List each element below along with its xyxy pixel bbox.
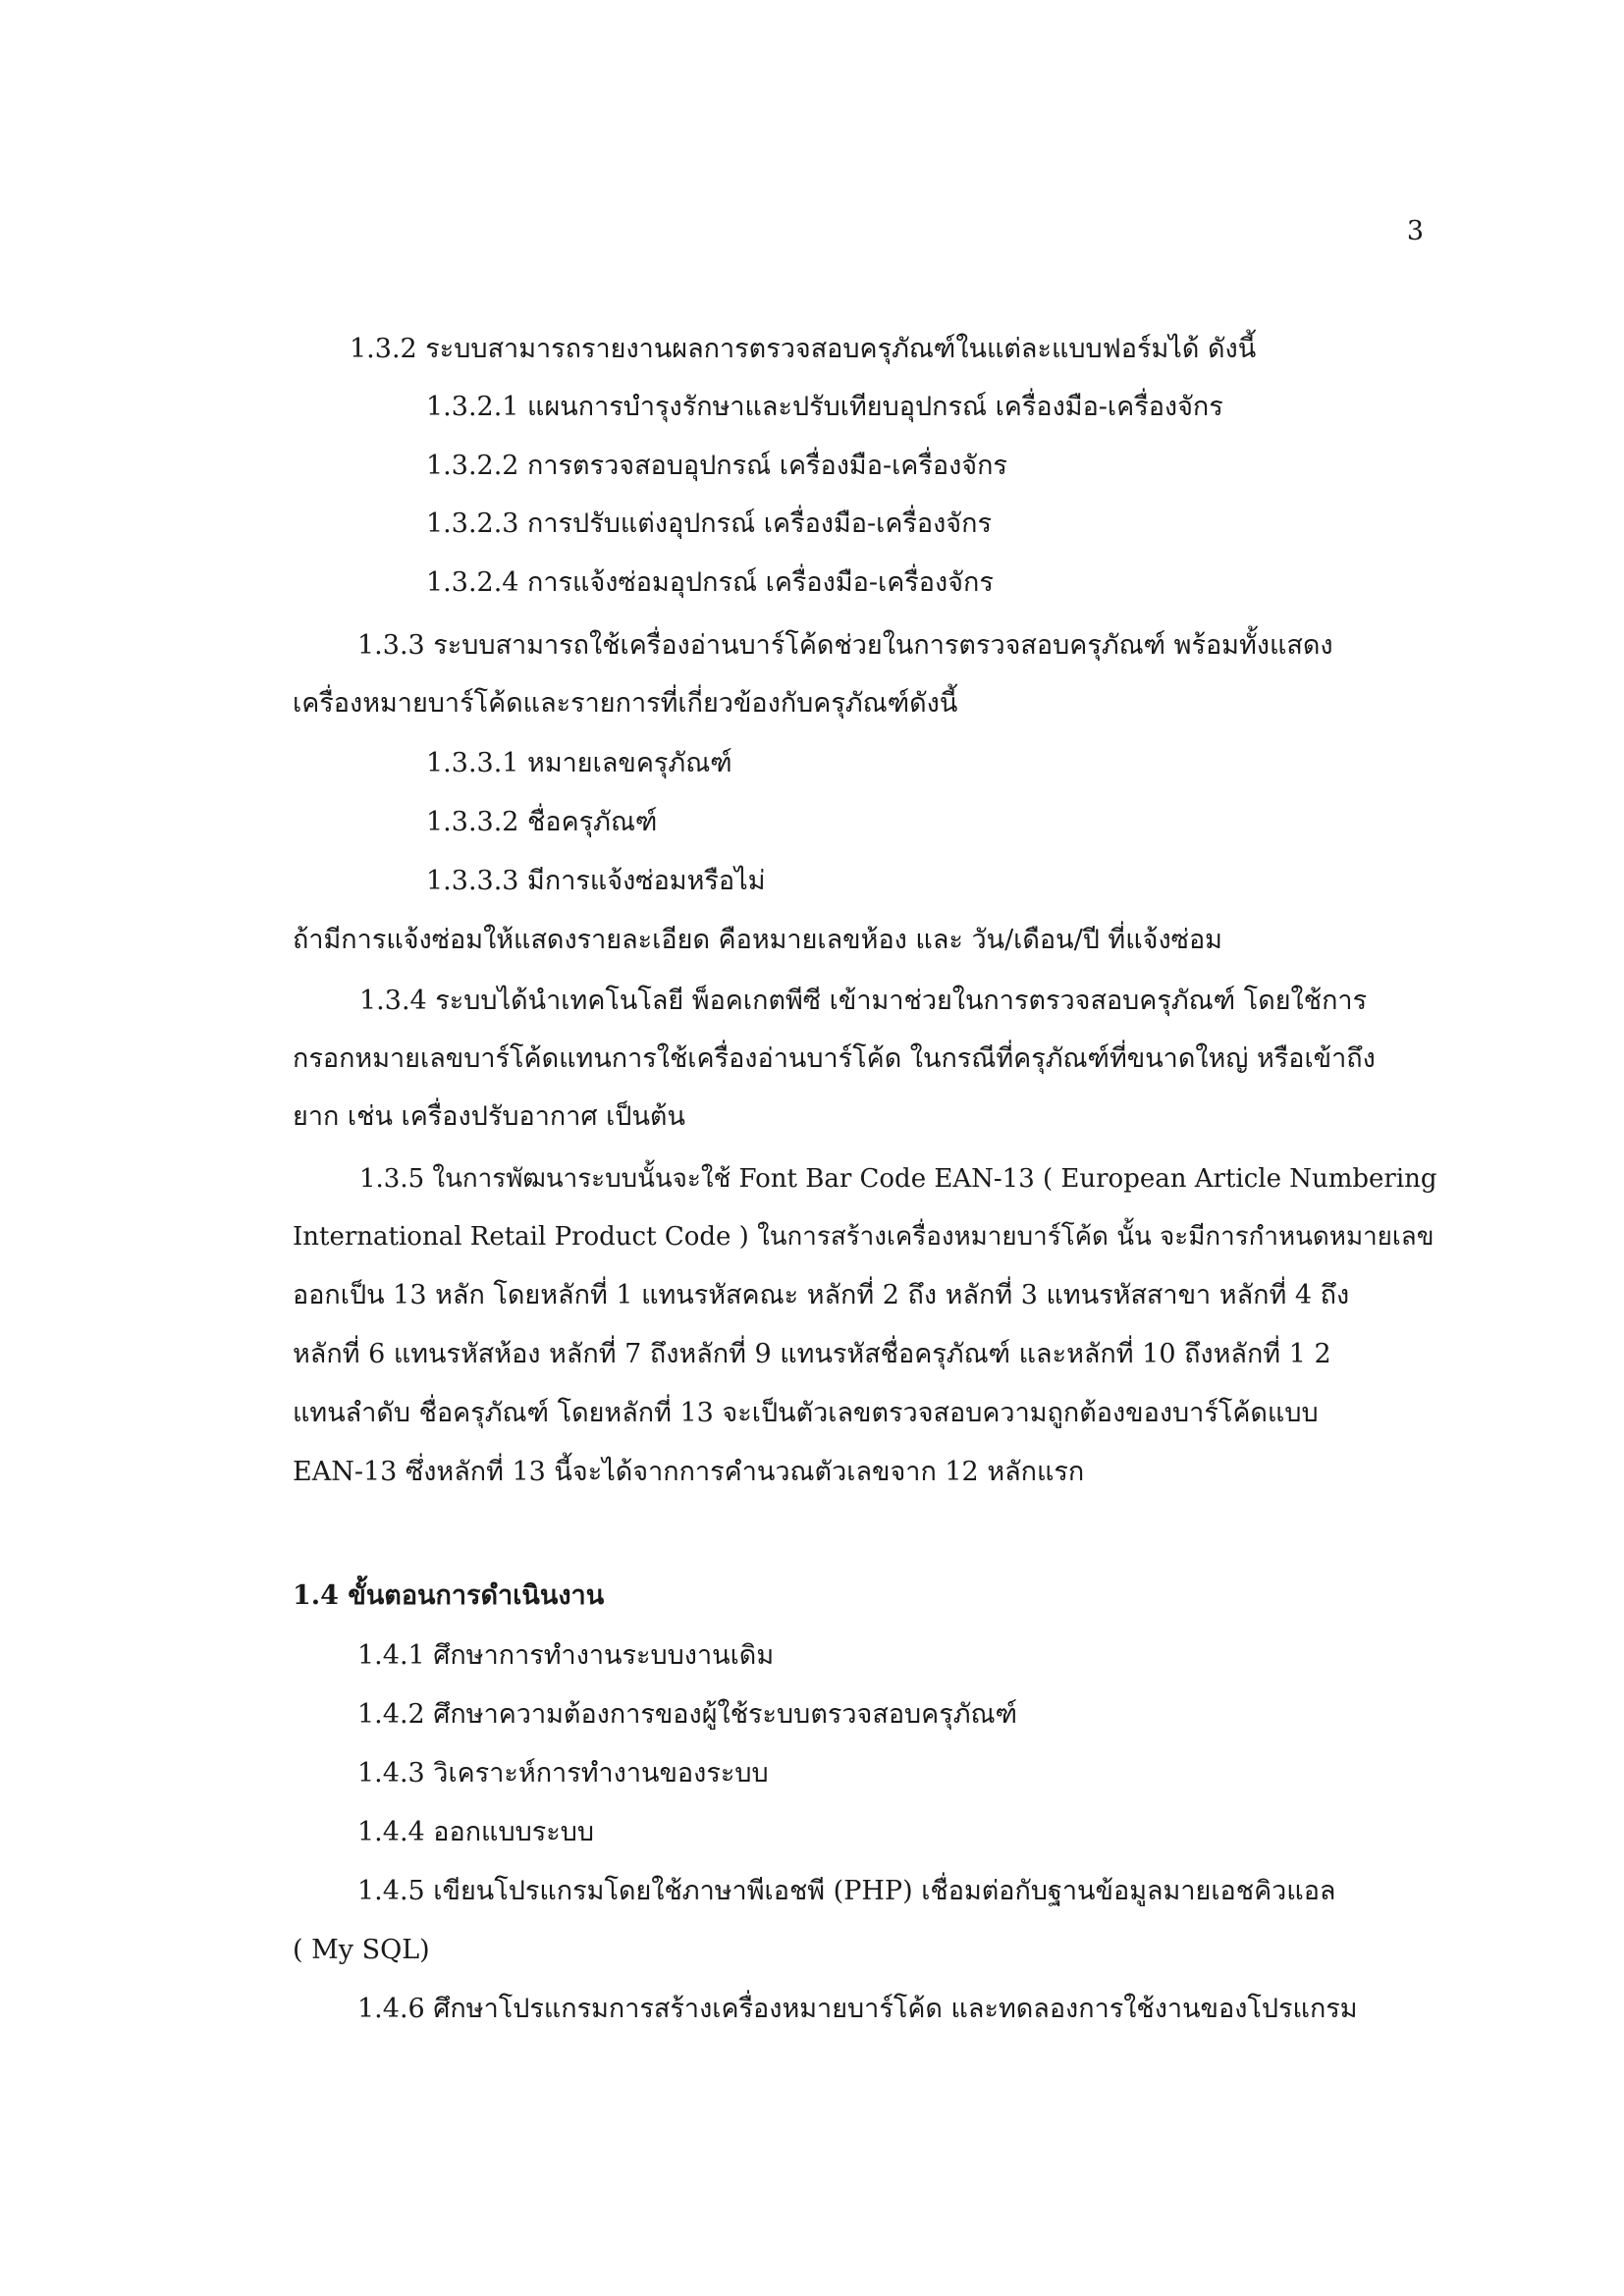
list-item: 1.3.3.3 มีการแจ้งซ่อมหรือไม่ bbox=[426, 866, 766, 896]
list-item: 1.4.4 ออกแบบระบบ bbox=[357, 1817, 595, 1847]
list-item: 1.4.1 ศึกษาการทำงานระบบงานเดิม bbox=[357, 1640, 775, 1671]
page-number: 3 bbox=[1406, 216, 1424, 246]
list-item: 1.4.3 วิเคราะห์การทำงานของระบบ bbox=[357, 1758, 769, 1789]
list-item: 1.3.2.4 การแจ้งซ่อมอุปกรณ์ เครื่องมือ-เครื่องจักร bbox=[426, 567, 994, 598]
list-item: 1.3.2.1 แผนการบำรุงรักษาและปรับเทียบอุปกรณ์ เครื่องมือ-เครื่องจักร bbox=[426, 392, 1223, 422]
list-item: 1.4.5 เขียนโปรแกรมโดยใช้ภาษาพีเอชพี (PHP) เชื่อมต่อกับฐานข้อมูลมายเอชคิวแอล bbox=[357, 1876, 1336, 1906]
paragraph-line: ยาก เช่น เครื่องปรับอากาศ เป็นต้น bbox=[293, 1101, 685, 1132]
section-1-3-3-line-2: เครื่องหมายบาร์โค้ดและรายการที่เกี่ยวข้องกับครุภัณฑ์ดังนี้ bbox=[293, 688, 958, 719]
section-1-3-3-note: ถ้ามีการแจ้งซ่อมให้แสดงรายละเอียด คือหมายเลขห้อง และ วัน/เดือน/ปี ที่แจ้งซ่อม bbox=[293, 925, 1222, 955]
list-item-continuation: ( My SQL) bbox=[293, 1935, 430, 1965]
list-item: 1.3.2.2 การตรวจสอบอุปกรณ์ เครื่องมือ-เครื่องจักร bbox=[426, 451, 1007, 481]
list-item: 1.3.2.3 การปรับแต่งอุปกรณ์ เครื่องมือ-เครื่องจักร bbox=[426, 508, 992, 539]
paragraph-line: แทนลำดับ ชื่อครุภัณฑ์ โดยหลักที่ 13 จะเป็นตัวเลขตรวจสอบความถูกต้องของบาร์โค้ดแบบ bbox=[293, 1398, 1319, 1428]
paragraph-line: EAN-13 ซึ่งหลักที่ 13 นี้จะได้จากการคำนวณตัวเลขจาก 12 หลักแรก bbox=[293, 1457, 1085, 1487]
paragraph-line: ออกเป็น 13 หลัก โดยหลักที่ 1 แทนรหัสคณะ หลักที่ 2 ถึง หลักที่ 3 แทนรหัสสาขา หลักที่ 4 ถึง bbox=[293, 1280, 1350, 1310]
paragraph-line: 1.3.5 ในการพัฒนาระบบนั้นจะใช้ Font Bar Code EAN-13 ( European Article Numbering bbox=[359, 1164, 1437, 1194]
list-item: 1.4.2 ศึกษาความต้องการของผู้ใช้ระบบตรวจสอบครุภัณฑ์ bbox=[357, 1699, 1017, 1730]
section-1-3-2-title: 1.3.2 ระบบสามารถรายงานผลการตรวจสอบครุภัณฑ์ในแต่ละแบบฟอร์มได้ ดังนี้ bbox=[350, 334, 1257, 364]
section-1-3-3-line-1: 1.3.3 ระบบสามารถใช้เครื่องอ่านบาร์โค้ดช่วยในการตรวจสอบครุภัณฑ์ พร้อมทั้งแสดง bbox=[357, 630, 1333, 661]
paragraph-line: หลักที่ 6 แทนรหัสห้อง หลักที่ 7 ถึงหลักที่ 9 แทนรหัสชื่อครุภัณฑ์ และหลักที่ 10 ถึงหลักที่ 1 2 bbox=[293, 1339, 1331, 1369]
list-item: 1.3.3.1 หมายเลขครุภัณฑ์ bbox=[426, 748, 732, 778]
list-item: 1.4.6 ศึกษาโปรแกรมการสร้างเครื่องหมายบาร์โค้ด และทดลองการใช้งานของโปรแกรม bbox=[357, 1994, 1358, 2024]
paragraph-line: International Retail Product Code ) ในการสร้างเครื่องหมายบาร์โค้ด นั้น จะมีการกำหนดหมายเลข bbox=[293, 1222, 1435, 1252]
paragraph-line: กรอกหมายเลขบาร์โค้ดแทนการใช้เครื่องอ่านบาร์โค้ด ในกรณีที่ครุภัณฑ์ที่ขนาดใหญ่ หรือเข้าถึง bbox=[293, 1043, 1376, 1074]
paragraph-line: 1.3.4 ระบบได้นำเทคโนโลยี พ็อคเกตพีซี เข้ามาช่วยในการตรวจสอบครุภัณฑ์ โดยใช้การ bbox=[359, 986, 1368, 1016]
list-item: 1.3.3.2 ชื่อครุภัณฑ์ bbox=[426, 807, 658, 837]
section-heading: 1.4 ขั้นตอนการดำเนินงาน bbox=[293, 1580, 605, 1611]
